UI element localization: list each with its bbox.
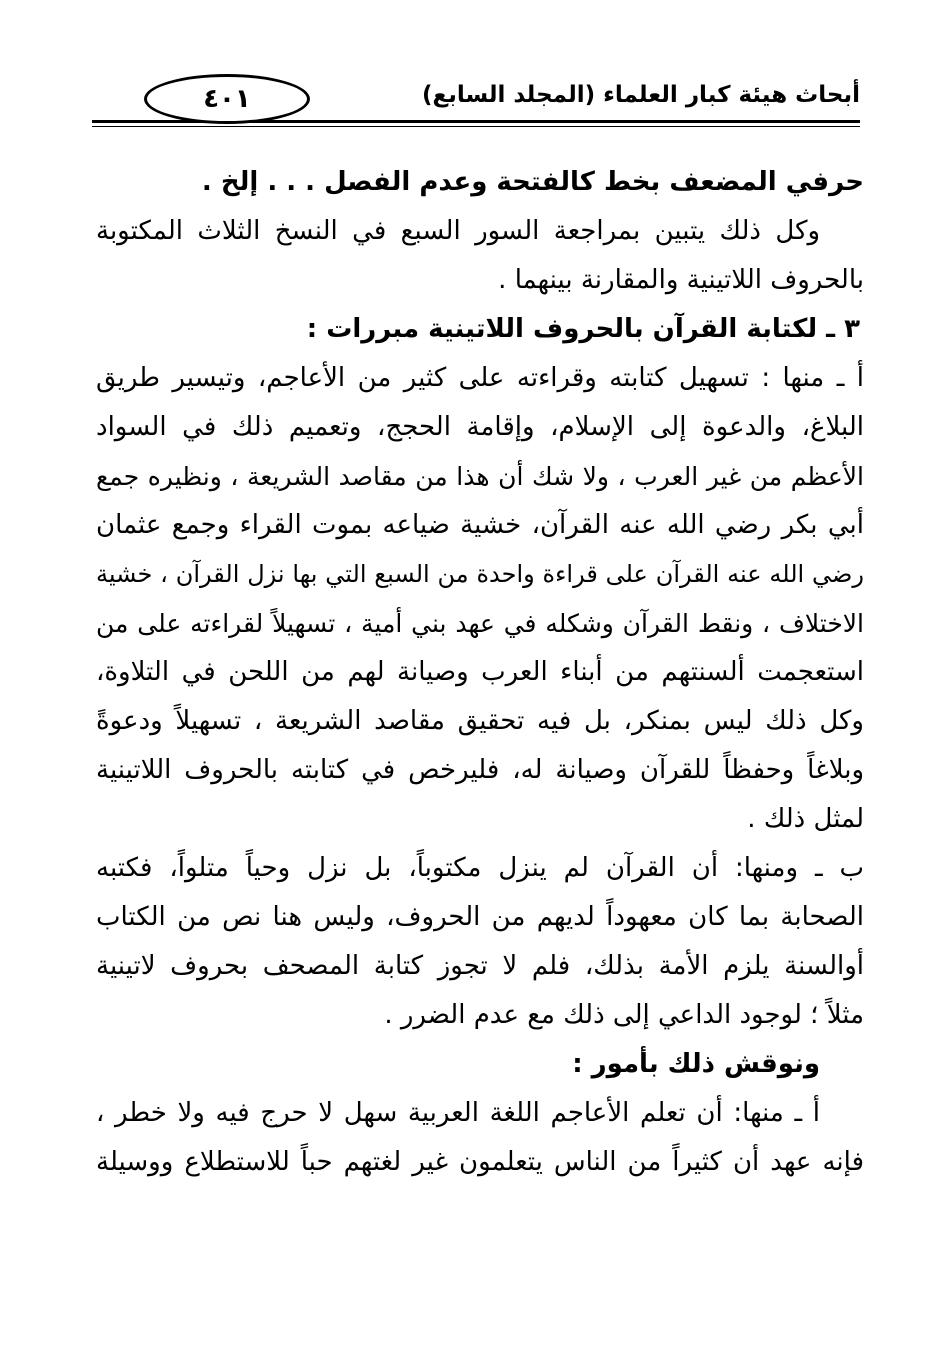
text-line: وكل ذلك ليس بمنكر، بل فيه تحقيق مقاصد الشريعة ، تسهيلاً ودعوةً (96, 706, 864, 736)
text-line: الصحابة بما كان معهوداً لديهم من الحروف، وليس هنا نص من الكتاب (96, 902, 864, 932)
running-head: أبحاث هيئة كبار العلماء (المجلد السابع) (421, 82, 860, 108)
text-line: البلاغ، والدعوة إلى الإسلام، وإقامة الحجج، وتعميم ذلك في السواد (96, 412, 864, 442)
text-line: بالحروف اللاتينية والمقارنة بينهما . (498, 265, 864, 295)
text-line: مثلاً ؛ لوجود الداعي إلى ذلك مع عدم الضرر . (384, 1000, 864, 1030)
text-line: وبلاغاً وحفظاً للقرآن وصيانة له، فليرخص في كتابته بالحروف اللاتينية (96, 755, 864, 785)
body-text (96, 158, 864, 1187)
text-line: أوالسنة يلزم الأمة بذلك، فلم لا تجوز كتابة المصحف بحروف لاتينية (96, 951, 864, 981)
header-rule-thin (92, 126, 860, 127)
page-number: ٤٠١ (144, 74, 310, 124)
section-heading: ونوقش ذلك بأمور : (572, 1049, 820, 1079)
text-line: رضي الله عنه القرآن على قراءة واحدة من السبع التي بها نزل القرآن ، خشية (96, 560, 864, 588)
text-line: الاختلاف ، ونقط القرآن وشكله في عهد بني أمية ، تسهيلاً لقراءته على من (96, 609, 864, 638)
text-line: فإنه عهد أن كثيراً من الناس يتعلمون غير لغتهم حباً للاستطلاع ووسيلة (96, 1147, 864, 1177)
text-line: أبي بكر رضي الله عنه القرآن، خشية ضياعه بموت القراء وجمع عثمان (96, 510, 864, 540)
text-line: لمثل ذلك . (747, 804, 864, 834)
text-line: الأعظم من غير العرب ، ولا شك أن هذا من مقاصد الشريعة ، ونظيره جمع (96, 462, 864, 491)
text-line: وكل ذلك يتبين بمراجعة السور السبع في النسخ الثلاث المكتوبة (96, 216, 820, 246)
text-line: حرفي المضعف بخط كالفتحة وعدم الفصل . . . إلخ . (201, 167, 864, 197)
section-heading: ٣ ـ لكتابة القرآن بالحروف اللاتينية مبررات : (306, 314, 860, 344)
page-header (92, 70, 860, 126)
text-line: استعجمت ألسنتهم من أبناء العرب وصيانة لهم من اللحن في التلاوة، (96, 657, 864, 687)
text-line: أ ـ منها: أن تعلم الأعاجم اللغة العربية سهل لا حرج فيه ولا خطر ، (96, 1098, 820, 1128)
text-line: أ ـ منها : تسهيل كتابته وقراءته على كثير من الأعاجم، وتيسير طريق (96, 363, 864, 393)
text-line: ب ـ ومنها: أن القرآن لم ينزل مكتوباً، بل نزل وحياً متلواً، فكتبه (96, 853, 864, 883)
